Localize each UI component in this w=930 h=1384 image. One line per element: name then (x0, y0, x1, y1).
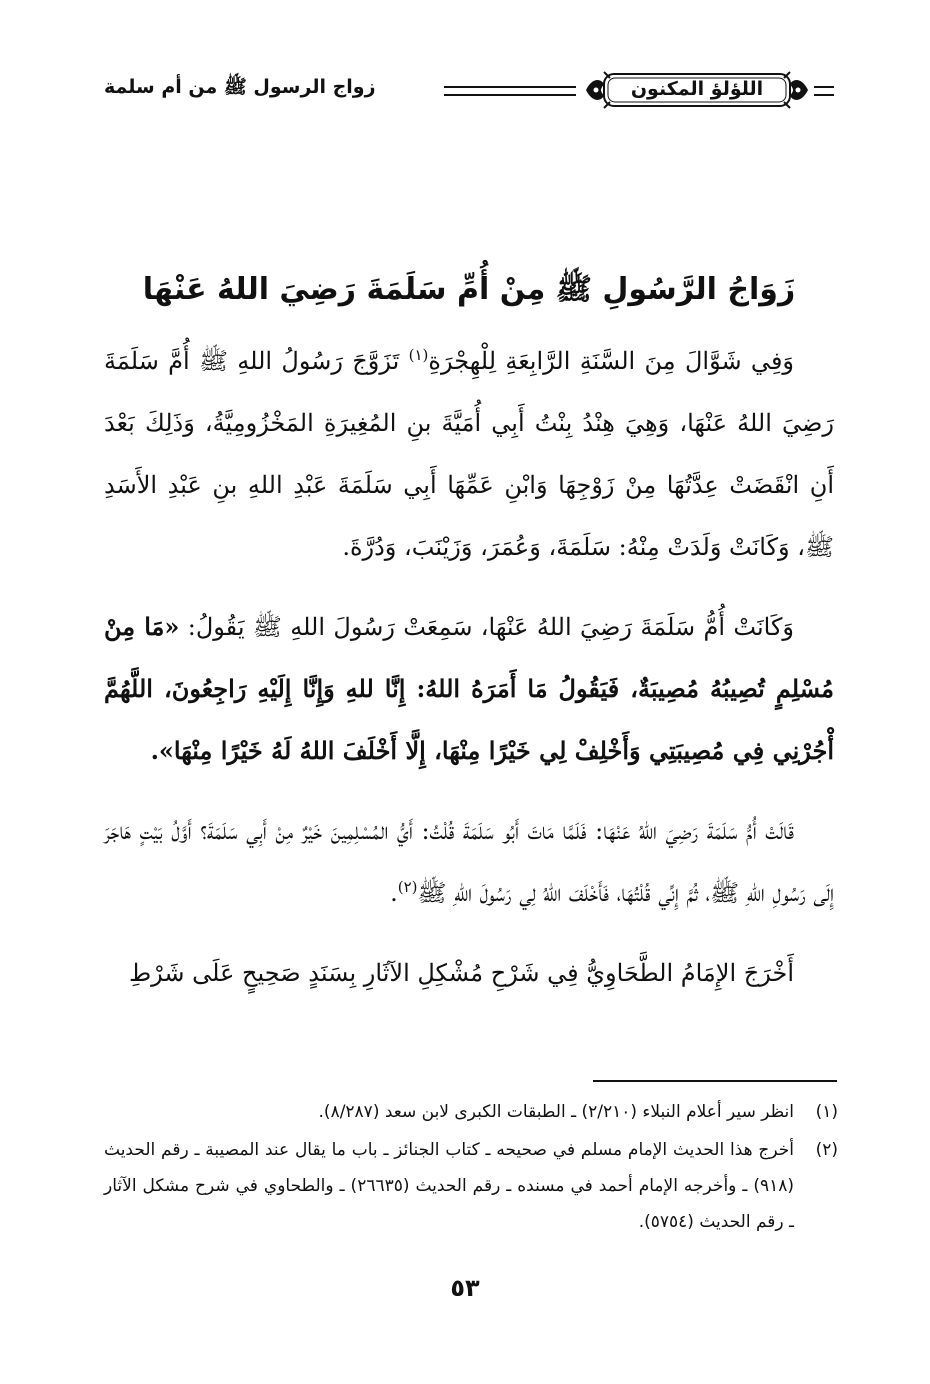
section-heading: زَوَاجُ الرَّسُولِ ﷺ مِنْ أُمِّ سَلَمَةَ رَضِيَ اللهُ عَنْهَا (142, 272, 796, 308)
title-ornament-frame (584, 68, 810, 112)
footnotes (104, 1094, 838, 1242)
footnote-number: (١) (815, 1102, 838, 1122)
paragraph-1-text-b: تَزَوَّجَ رَسُولُ اللهِ ﷺ أُمَّ سَلَمَةَ رَضِيَ اللهُ عَنْهَا، وَهِيَ هِنْدُ بِنْتُ أَبِي أُمَيَّةَ بنِ المُغِيرَةِ المَخْزُومِيَّةُ، وَذَلِكَ بَعْدَ أَنِ انْقَضَتْ عِدَّتُهَا مِنْ زَوْجِهَا وَابْنِ عَمِّهَا أَبِي سَلَمَةَ عَبْدِ اللهِ بنِ عَبْدِ الأَسَدِ ﷺ، وَكَانَتْ وَلَدَتْ مِنْهُ: سَلَمَةَ، وَعُمَرَ، وَزَيْنَبَ، وَدُرَّةَ. (104, 347, 834, 561)
footnote-ref-1: (١) (408, 346, 429, 364)
paragraph-1-text-a: وَفِي شَوَّالَ مِنَ السَّنَةِ الرَّابِعَةِ لِلْهِجْرَةِ (428, 347, 795, 375)
paragraph-2 (104, 596, 834, 782)
footnote-2 (104, 1132, 838, 1240)
footnote-text: أخرج هذا الحديث الإمام مسلم في صحيحه ـ كتاب الجنائز ـ باب ما يقال عند المصيبة ـ رقم الحديث (٩١٨) ـ وأخرجه الإمام أحمد في مسنده ـ رقم الحديث (٢٦٦٣٥) ـ والطحاوي في شرح مشكل الآثار ـ رقم الحديث (٥٧٥٤). (104, 1140, 794, 1232)
main-text (104, 330, 834, 1004)
book-title: اللؤلؤ المكنون (630, 78, 764, 100)
running-header (104, 64, 834, 116)
header-rule-left (444, 86, 576, 96)
paragraph-3 (104, 800, 834, 924)
header-rule-right (814, 86, 834, 96)
page-number: ٥٣ (450, 1274, 480, 1302)
footnote-1 (104, 1094, 838, 1130)
footnote-number: (٢) (815, 1140, 838, 1160)
paragraph-3-text: قَالَتْ أُمُّ سَلَمَةَ رَضِيَ اللهُ عَنْهَا: فَلَمَّا مَاتَ أَبُو سَلَمَةَ قُلْتُ: أَيُّ المُسْلِمِينَ خَيْرٌ مِنْ أَبِي سَلَمَةَ؟ أَوَّلُ بَيْتٍ هَاجَرَ إِلَى رَسُولِ اللهِ ﷺ، ثُمَّ إِنِّي قُلْتُهَا، فَأَخْلَفَ اللهُ لِي رَسُولَ اللهِ ﷺ (104, 817, 834, 907)
footnote-ref-2: (٢) (397, 878, 418, 896)
paragraph-2-intro: وَكَانَتْ أُمُّ سَلَمَةَ رَضِيَ اللهُ عَنْهَا، سَمِعَتْ رَسُولَ اللهِ ﷺ يَقُولُ: (179, 613, 794, 641)
paragraph-4: أَخْرَجَ الإِمَامُ الطَّحَاوِيُّ فِي شَرْحِ مُشْكِلِ الآثَارِ بِسَنَدٍ صَحِيحٍ عَلَى شَرْطِ (128, 959, 794, 987)
paragraph-3-end: . (390, 879, 398, 907)
chapter-title: زواج الرسول ﷺ من أم سلمة (104, 76, 376, 98)
footnote-text: انظر سير أعلام النبلاء (٢/٢١٠) ـ الطبقات الكبرى لابن سعد (٨/٢٨٧). (318, 1102, 794, 1122)
hadith-quote: «مَا مِنْ مُسْلِمٍ تُصِيبُهُ مُصِيبَةٌ، فَيَقُولُ مَا أَمَرَهُ اللهُ: إِنَّا للهِ وَإِنَّا إِلَيْهِ رَاجِعُونَ، اللَّهُمَّ أْجُرْنِي فِي مُصِيبَتِي وَأَخْلِفْ لِي خَيْرًا مِنْهَا، إِلَّا أَخْلَفَ اللهُ لَهُ خَيْرًا مِنْهَا». (104, 612, 834, 765)
paragraph-1 (104, 330, 834, 578)
footnote-separator (593, 1080, 837, 1082)
